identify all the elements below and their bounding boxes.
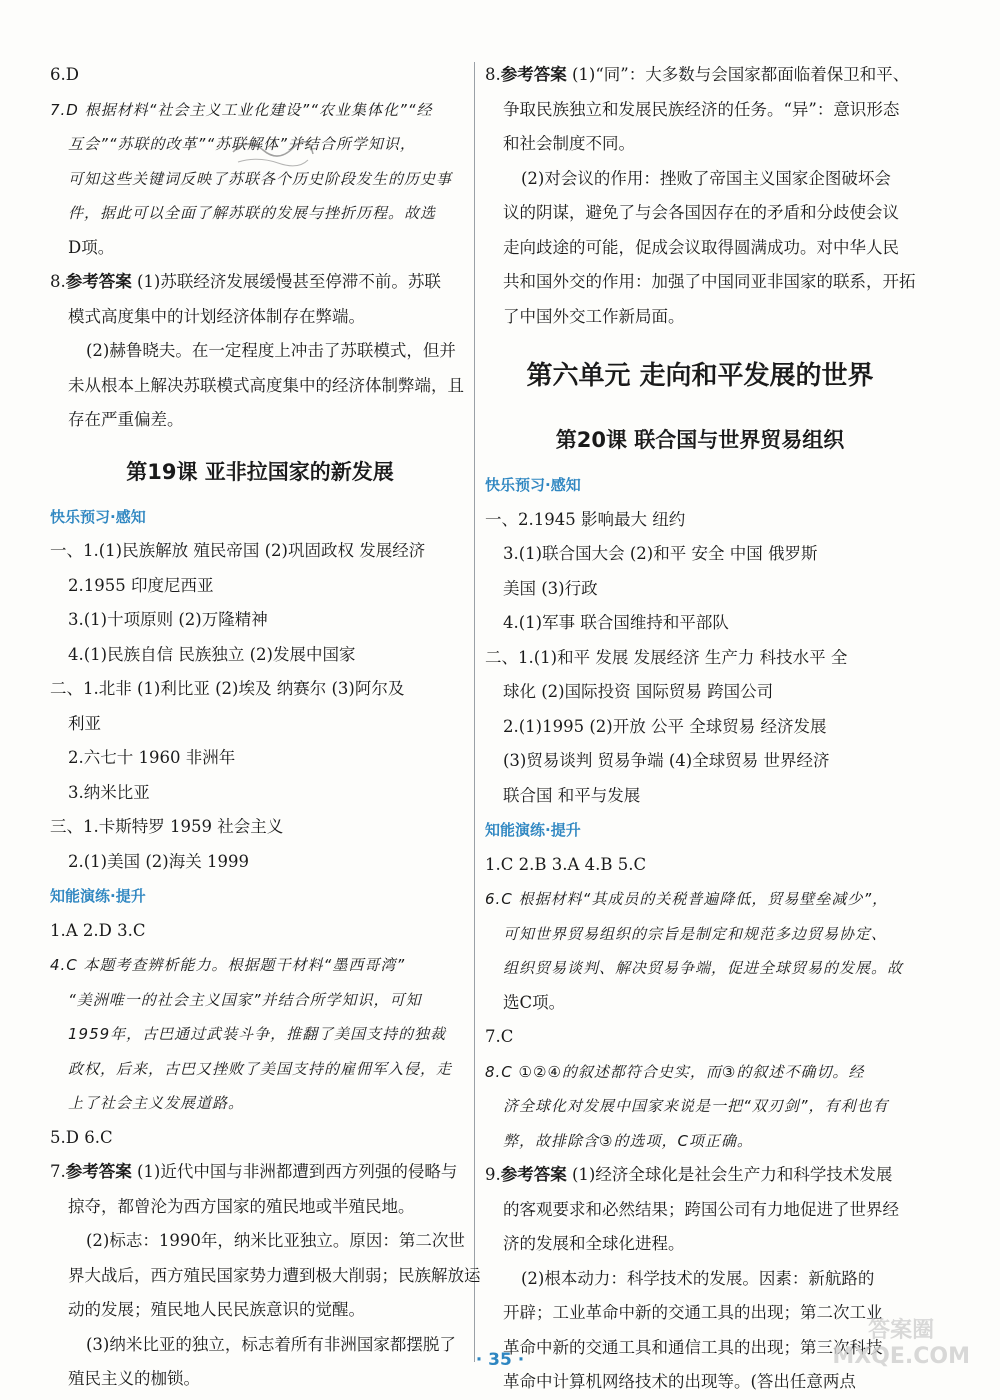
answer-line: (2)赫鲁晓夫。在一定程度上冲击了苏联模式，但并 [86, 341, 456, 360]
answer-line: 弊，故排除含③的选项，C项正确。 [503, 1131, 753, 1150]
reference-answer-line [50, 1155, 470, 1190]
section-heading-preview: 快乐预习·感知 [50, 507, 146, 526]
answer-line: 美国 (3)行政 [503, 578, 598, 598]
answer-line: 5.D 6.C [50, 1127, 113, 1147]
answer-text: (1)“同”：大多数与会国家都面临着保卫和平、 [572, 65, 910, 84]
answer-line: (2)标志：1990年，纳米比亚独立。原因：第二次世 [86, 1231, 465, 1250]
answer-line: “美洲唯一的社会主义国家”并结合所学知识，可知 [68, 990, 422, 1009]
reference-answer-line [50, 265, 470, 300]
answer-line: D项。 [68, 237, 115, 257]
answer-line: 4.C 本题考查辨析能力。根据题干材料“墨西哥湾” [50, 956, 406, 974]
answer-line: 选C项。 [503, 992, 566, 1012]
answer-line: 6.D [50, 65, 79, 84]
answer-line: 动的发展；殖民地人民民族意识的觉醒。 [68, 1300, 365, 1319]
answer-line: 上了社会主义发展道路。 [68, 1094, 245, 1112]
answer-line: 存在严重偏差。 [68, 410, 184, 429]
answer-line: 三、1.卡斯特罗 1959 社会主义 [50, 817, 284, 836]
answer-line: 1959年，古巴通过武装斗争，推翻了美国支持的独裁 [68, 1025, 447, 1043]
answer-line: 一、2.1945 影响最大 纽约 [485, 509, 686, 529]
site-watermark-logo [832, 1318, 970, 1370]
answer-line: 议的阴谋，避免了与会各国因存在的矛盾和分歧使会议 [503, 203, 899, 222]
answer-line: 掠夺，都曾沦为西方国家的殖民地或半殖民地。 [68, 1196, 415, 1216]
answer-line: 2.1955 印度尼西亚 [68, 575, 214, 595]
answer-line: 2.(1)美国 (2)海关 1999 [68, 851, 249, 871]
answer-line: 和社会制度不同。 [503, 134, 635, 153]
answer-line: 革命中计算机网络技术的出现等。(答出任意两点 [503, 1372, 856, 1391]
question-number: 8. [50, 272, 66, 291]
section-heading-preview: 快乐预习·感知 [485, 476, 581, 494]
lesson-19-title: 第19课 亚非拉国家的新发展 [126, 459, 394, 484]
answer-line: 了中国外交工作新局面。 [503, 306, 685, 326]
answer-line: 济的发展和全球化进程。 [503, 1234, 685, 1253]
answer-line: 模式高度集中的计划经济体制存在弊端。 [68, 306, 365, 326]
reference-answer-label: 参考答案 [65, 272, 132, 291]
answer-line: 走向歧途的可能，促成会议取得圆满成功。对中华人民 [503, 237, 899, 257]
answer-line: (3)贸易谈判 贸易争端 (4)全球贸易 世界经济 [503, 751, 830, 770]
lesson-20-title: 第20课 联合国与世界贸易组织 [555, 428, 845, 452]
answer-line: (3)纳米比亚的独立，标志着所有非洲国家都摆脱了 [86, 1334, 456, 1354]
answer-line: 3.纳米比亚 [68, 782, 150, 802]
left-column [50, 58, 481, 1397]
answer-line: 开辟；工业革命中新的交通工具的出现；第二次工业 [503, 1303, 883, 1322]
answer-line: 1.A 2.D 3.C [50, 920, 146, 940]
answer-line: 1.C 2.B 3.A 4.B 5.C [485, 854, 647, 874]
answer-line: 联合国 和平与发展 [503, 785, 641, 805]
answer-line: 二、1.北非 (1)利比亚 (2)埃及 纳赛尔 (3)阿尔及 [50, 679, 405, 698]
section-heading-practice: 知能演练·提升 [485, 821, 581, 839]
answer-line: 7.C [485, 1027, 514, 1046]
question-number: 7. [50, 1162, 66, 1181]
answer-line: 7.D 根据材料“社会主义工业化建设”“农业集体化”“经 [50, 100, 433, 119]
answer-line: 的客观要求和必然结果；跨国公司有力地促进了世界经 [503, 1199, 899, 1219]
answer-line: 6.C 根据材料“其成员的关税普遍降低，贸易壁垒减少”， [485, 890, 889, 908]
page-number: · 35 · [475, 1350, 525, 1370]
answer-line: 共和国外交的作用：加强了中国同亚非国家的联系，开拓 [503, 272, 916, 291]
answer-line: 组织贸易谈判、解决贸易争端，促进全球贸易的发展。故 [503, 959, 904, 977]
answer-line: 2.(1)1995 (2)开放 公平 全球贸易 经济发展 [503, 716, 827, 736]
answer-line: 球化 (2)国际投资 国际贸易 跨国公司 [503, 682, 774, 701]
question-number: 8. [485, 65, 501, 84]
answer-line: 界大战后，西方殖民国家势力遭到极大削弱；民族解放运 [68, 1265, 481, 1285]
section-heading-practice: 知能演练·提升 [50, 887, 146, 905]
answer-text: (1)近代中国与非洲都遭到西方列强的侵略与 [137, 1162, 458, 1181]
answer-text: (1)苏联经济发展缓慢甚至停滞不前。苏联 [137, 272, 441, 291]
answer-line: 殖民主义的枷锁。 [68, 1369, 200, 1388]
reference-answer-label: 参考答案 [500, 65, 567, 84]
answer-line: 政权，后来，古巴又挫败了美国支持的雇佣军入侵，走 [68, 1059, 453, 1078]
answer-line: 利亚 [68, 713, 101, 733]
answer-line: 可知世界贸易组织的宗旨是制定和规范多边贸易协定、 [503, 924, 888, 943]
answer-text: (1)经济全球化是社会生产力和科学技术发展 [572, 1165, 893, 1184]
answer-line: 一、1.(1)民族解放 殖民帝国 (2)巩固政权 发展经济 [50, 541, 426, 560]
answer-line: 3.(1)十项原则 (2)万隆精神 [68, 610, 268, 629]
right-column [485, 58, 915, 1400]
question-number: 9. [485, 1165, 501, 1184]
answer-line: 2.六七十 1960 非洲年 [68, 748, 236, 767]
answer-line: 3.(1)联合国大会 (2)和平 安全 中国 俄罗斯 [503, 544, 818, 563]
answer-line: 革命中新的交通工具和通信工具的出现；第三次科技 [503, 1337, 883, 1357]
handwritten-stamp-mark [228, 132, 318, 172]
watermark-line-2: MXQE.COM [832, 1344, 970, 1369]
reference-answer-label: 参考答案 [65, 1162, 132, 1181]
answer-line: 件，据此可以全面了解苏联的发展与挫折历程。故选 [68, 204, 437, 222]
answer-line: 可知这些关键词反映了苏联各个历史阶段发生的历史事 [68, 169, 453, 188]
answer-line: 4.(1)军事 联合国维持和平部队 [503, 613, 729, 632]
reference-answer-label: 参考答案 [500, 1165, 567, 1184]
column-divider [474, 62, 475, 1362]
answer-line: 争取民族独立和发展民族经济的任务。“异”：意识形态 [503, 99, 900, 119]
answer-line: (2)根本动力：科学技术的发展。因素：新航路的 [521, 1268, 875, 1288]
answer-line: 互会”“苏联的改革”“苏联解体”并结合所学知识， [68, 135, 416, 153]
answer-line: (2)对会议的作用：挫败了帝国主义国家企图破坏会 [521, 168, 891, 188]
answer-line: 4.(1)民族自信 民族独立 (2)发展中国家 [68, 644, 356, 664]
watermark-line-1: 答案圈 [868, 1318, 935, 1343]
answer-line: 8.C ①②④的叙述都符合史实，而③的叙述不确切。经 [485, 1062, 865, 1081]
reference-answer-line [485, 1158, 915, 1193]
unit-6-title: 第六单元 走向和平发展的世界 [526, 361, 874, 391]
reference-answer-line [485, 58, 915, 93]
answer-line: 二、1.(1)和平 发展 发展经济 生产力 科技水平 全 [485, 647, 848, 667]
answer-line: 未从根本上解决苏联模式高度集中的经济体制弊端，且 [68, 375, 464, 395]
answer-line: 济全球化对发展中国家来说是一把“双刃剑”，有利也有 [503, 1097, 889, 1115]
